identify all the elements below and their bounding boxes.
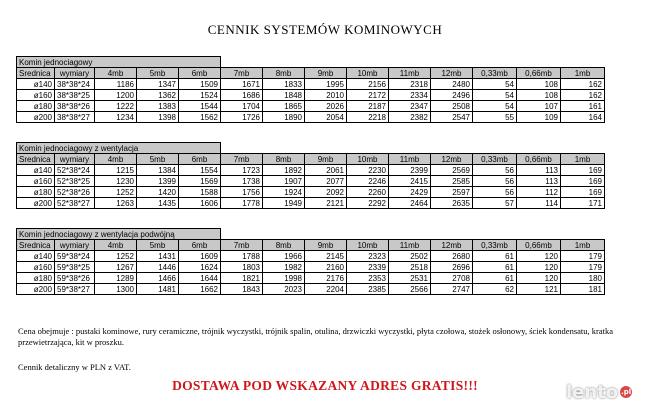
price-cell: 1215: [95, 165, 137, 176]
price-cell: 54: [473, 79, 517, 90]
price-cell: 108: [517, 90, 561, 101]
price-cell: 2176: [305, 273, 347, 284]
price-cell: 1609: [179, 251, 221, 262]
diameter-cell: ø180: [17, 187, 55, 198]
price-cell: 120: [517, 251, 561, 262]
column-header: 9mb: [305, 240, 347, 251]
price-cell: 56: [473, 176, 517, 187]
price-cell: 169: [561, 165, 605, 176]
diameter-cell: ø160: [17, 262, 55, 273]
price-cell: 2508: [431, 101, 473, 112]
price-cell: 1431: [137, 251, 179, 262]
price-cell: 2585: [431, 176, 473, 187]
price-cell: 171: [561, 198, 605, 209]
dimensions-cell: 52*38*27: [55, 198, 95, 209]
price-cell: 61: [473, 251, 517, 262]
price-cell: 1949: [263, 198, 305, 209]
price-cell: 1803: [221, 262, 263, 273]
price-cell: 1907: [263, 176, 305, 187]
price-cell: 2382: [389, 112, 431, 123]
column-header: 12mb: [431, 154, 473, 165]
price-cell: 1420: [137, 187, 179, 198]
price-cell: 2218: [347, 112, 389, 123]
price-cell: 2399: [389, 165, 431, 176]
table-row: [17, 187, 605, 198]
column-header: 8mb: [263, 68, 305, 79]
price-cell: 2569: [431, 165, 473, 176]
price-cell: 56: [473, 165, 517, 176]
price-cell: 2597: [431, 187, 473, 198]
column-header: 6mb: [179, 68, 221, 79]
column-header: 8mb: [263, 154, 305, 165]
table-row: [17, 251, 605, 262]
price-cell: 1544: [179, 101, 221, 112]
price-cell: 2246: [347, 176, 389, 187]
price-cell: 1778: [221, 198, 263, 209]
column-header: 9mb: [305, 154, 347, 165]
column-header: 12mb: [431, 68, 473, 79]
price-cell: 1662: [179, 284, 221, 295]
price-cell: 2323: [347, 251, 389, 262]
price-cell: 61: [473, 262, 517, 273]
price-cell: 1446: [137, 262, 179, 273]
price-cell: 2061: [305, 165, 347, 176]
price-cell: 164: [561, 112, 605, 123]
table-row: [17, 112, 605, 123]
column-header: 10mb: [347, 154, 389, 165]
price-cell: 61: [473, 273, 517, 284]
price-cell: 55: [473, 112, 517, 123]
column-header: 0,66mb: [517, 68, 561, 79]
price-cell: 2547: [431, 112, 473, 123]
price-cell: 1644: [179, 273, 221, 284]
diameter-cell: ø200: [17, 198, 55, 209]
column-header: wymiary: [55, 240, 95, 251]
column-header: 6mb: [179, 154, 221, 165]
price-cell: 161: [561, 101, 605, 112]
price-cell: 1726: [221, 112, 263, 123]
diameter-cell: ø200: [17, 112, 55, 123]
diameter-cell: ø140: [17, 251, 55, 262]
table-row: [17, 273, 605, 284]
price-cell: 1230: [95, 176, 137, 187]
price-cell: 1347: [137, 79, 179, 90]
column-header: 10mb: [347, 68, 389, 79]
price-cell: 1481: [137, 284, 179, 295]
price-cell: 2680: [431, 251, 473, 262]
dimensions-cell: 59*38*25: [55, 262, 95, 273]
price-cell: 1398: [137, 112, 179, 123]
price-cell: 1892: [263, 165, 305, 176]
price-cell: 2496: [431, 90, 473, 101]
price-cell: 1624: [179, 262, 221, 273]
price-cell: 181: [561, 284, 605, 295]
column-header: 10mb: [347, 240, 389, 251]
table-row: [17, 284, 605, 295]
price-cell: 56: [473, 187, 517, 198]
price-cell: 1671: [221, 79, 263, 90]
price-cell: 54: [473, 101, 517, 112]
price-cell: 2121: [305, 198, 347, 209]
price-cell: 1569: [179, 176, 221, 187]
price-cell: 1606: [179, 198, 221, 209]
price-cell: 2566: [389, 284, 431, 295]
column-header: 0,66mb: [517, 240, 561, 251]
price-cell: 114: [517, 198, 561, 209]
price-cell: 2292: [347, 198, 389, 209]
price-cell: 2172: [347, 90, 389, 101]
table-row: [17, 165, 605, 176]
price-cell: 1399: [137, 176, 179, 187]
page-title: CENNIK SYSTEMÓW KOMINOWYCH: [207, 22, 443, 37]
price-table: [16, 228, 605, 295]
price-cell: 2156: [347, 79, 389, 90]
column-header: 1mb: [561, 68, 605, 79]
diameter-cell: ø200: [17, 284, 55, 295]
price-cell: 1686: [221, 90, 263, 101]
retail-note: Cennik detaliczny w PLN z VAT.: [18, 362, 131, 372]
price-cell: 1865: [263, 101, 305, 112]
price-cell: 169: [561, 176, 605, 187]
price-cell: 2385: [347, 284, 389, 295]
price-cell: 113: [517, 176, 561, 187]
price-cell: 2339: [347, 262, 389, 273]
column-header: 12mb: [431, 240, 473, 251]
price-cell: 1222: [95, 101, 137, 112]
dimensions-cell: 38*38*24: [55, 79, 95, 90]
price-cell: 1738: [221, 176, 263, 187]
price-cell: 2260: [347, 187, 389, 198]
diameter-cell: ø160: [17, 176, 55, 187]
price-cell: 2747: [431, 284, 473, 295]
price-cell: 109: [517, 112, 561, 123]
price-cell: 1756: [221, 187, 263, 198]
column-header: 5mb: [137, 240, 179, 251]
column-header: 1mb: [561, 240, 605, 251]
price-cell: 2518: [389, 262, 431, 273]
price-cell: 57: [473, 198, 517, 209]
column-header: 8mb: [263, 240, 305, 251]
diameter-cell: ø180: [17, 101, 55, 112]
column-header: 7mb: [221, 240, 263, 251]
price-cell: 1562: [179, 112, 221, 123]
price-table: [16, 56, 605, 123]
price-cell: 2415: [389, 176, 431, 187]
price-cell: 2334: [389, 90, 431, 101]
price-cell: 2429: [389, 187, 431, 198]
price-cell: 1704: [221, 101, 263, 112]
price-cell: 1383: [137, 101, 179, 112]
price-cell: 162: [561, 79, 605, 90]
table-header-row: [17, 68, 605, 79]
price-cell: 54: [473, 90, 517, 101]
column-header: 0,33mb: [473, 68, 517, 79]
price-cell: 1723: [221, 165, 263, 176]
price-cell: 1200: [95, 90, 137, 101]
table-caption: Komin jednociagowy z wentylacja podwójną: [17, 229, 221, 240]
price-cell: 169: [561, 187, 605, 198]
price-cell: 1267: [95, 262, 137, 273]
table-caption: Komin jednociagowy z wentylacja: [17, 143, 221, 154]
price-cell: 1186: [95, 79, 137, 90]
dimensions-cell: 38*38*26: [55, 101, 95, 112]
includes-note: Cena obejmuje : pustaki kominowe, rury ceramiczne, trójnik wyczystki, trójnik spalin, otulina, drzwiczki wyczystki, płyta czołowa, stożek osłonowy, ściek kondensatu, kratka przewietrzająca, kit w proszku.: [18, 326, 614, 347]
price-cell: 1833: [263, 79, 305, 90]
price-cell: 2023: [263, 284, 305, 295]
column-header: wymiary: [55, 68, 95, 79]
price-cell: 1300: [95, 284, 137, 295]
price-cell: 2230: [347, 165, 389, 176]
dimensions-cell: 38*38*27: [55, 112, 95, 123]
price-cell: 108: [517, 79, 561, 90]
dimensions-cell: 59*38*26: [55, 273, 95, 284]
table-header-row: [17, 154, 605, 165]
table-row: [17, 262, 605, 273]
price-cell: 162: [561, 90, 605, 101]
diameter-cell: ø160: [17, 90, 55, 101]
price-cell: 2531: [389, 273, 431, 284]
price-cell: 1890: [263, 112, 305, 123]
price-cell: 180: [561, 273, 605, 284]
price-cell: 1848: [263, 90, 305, 101]
price-cell: 1998: [263, 273, 305, 284]
price-cell: 113: [517, 165, 561, 176]
dimensions-cell: 52*38*24: [55, 165, 95, 176]
price-cell: 1554: [179, 165, 221, 176]
column-header: 0,66mb: [517, 154, 561, 165]
price-cell: 2187: [347, 101, 389, 112]
price-cell: 1995: [305, 79, 347, 90]
column-header: 9mb: [305, 68, 347, 79]
watermark-brand: lento: [566, 381, 619, 403]
price-cell: 179: [561, 251, 605, 262]
price-cell: 2054: [305, 112, 347, 123]
price-table: [16, 142, 605, 209]
price-cell: 120: [517, 262, 561, 273]
diameter-cell: ø180: [17, 273, 55, 284]
price-cell: 121: [517, 284, 561, 295]
table-header-row: [17, 240, 605, 251]
column-header: 0,33mb: [473, 240, 517, 251]
dimensions-cell: 52*38*25: [55, 176, 95, 187]
column-header: Srednica: [17, 68, 55, 79]
price-cell: 1524: [179, 90, 221, 101]
price-cell: 62: [473, 284, 517, 295]
price-cell: 2502: [389, 251, 431, 262]
price-cell: 2347: [389, 101, 431, 112]
price-cell: 2077: [305, 176, 347, 187]
price-cell: 2160: [305, 262, 347, 273]
column-header: wymiary: [55, 154, 95, 165]
price-cell: 1466: [137, 273, 179, 284]
price-cell: 2204: [305, 284, 347, 295]
price-cell: 1263: [95, 198, 137, 209]
price-cell: 1924: [263, 187, 305, 198]
column-header: 11mb: [389, 240, 431, 251]
column-header: 4mb: [95, 154, 137, 165]
price-cell: 1252: [95, 187, 137, 198]
price-cell: 2353: [347, 273, 389, 284]
dimensions-cell: 59*38*24: [55, 251, 95, 262]
table-caption: Komin jednociagowy: [17, 57, 221, 68]
price-cell: 1252: [95, 251, 137, 262]
price-cell: 112: [517, 187, 561, 198]
price-cell: 2696: [431, 262, 473, 273]
delivery-banner: DOSTAWA POD WSKAZANY ADRES GRATIS!!!: [172, 378, 478, 393]
column-header: 5mb: [137, 154, 179, 165]
table-row: [17, 90, 605, 101]
price-cell: 1788: [221, 251, 263, 262]
price-cell: 2092: [305, 187, 347, 198]
price-cell: 1234: [95, 112, 137, 123]
column-header: 0,33mb: [473, 154, 517, 165]
price-cell: 1362: [137, 90, 179, 101]
column-header: 6mb: [179, 240, 221, 251]
table-row: [17, 101, 605, 112]
column-header: 7mb: [221, 68, 263, 79]
price-cell: 2635: [431, 198, 473, 209]
price-cell: 2145: [305, 251, 347, 262]
dimensions-cell: 59*38*27: [55, 284, 95, 295]
price-cell: 2708: [431, 273, 473, 284]
price-cell: 107: [517, 101, 561, 112]
price-cell: 2464: [389, 198, 431, 209]
price-cell: 1384: [137, 165, 179, 176]
column-header: 4mb: [95, 240, 137, 251]
dimensions-cell: 52*38*26: [55, 187, 95, 198]
price-cell: 1509: [179, 79, 221, 90]
column-header: Srednica: [17, 240, 55, 251]
price-cell: 2026: [305, 101, 347, 112]
price-cell: 1966: [263, 251, 305, 262]
table-row: [17, 198, 605, 209]
table-row: [17, 176, 605, 187]
column-header: 5mb: [137, 68, 179, 79]
price-cell: 179: [561, 262, 605, 273]
column-header: 4mb: [95, 68, 137, 79]
price-cell: 1821: [221, 273, 263, 284]
price-cell: 1982: [263, 262, 305, 273]
table-row: [17, 79, 605, 90]
column-header: 1mb: [561, 154, 605, 165]
price-cell: 1588: [179, 187, 221, 198]
column-header: Srednica: [17, 154, 55, 165]
price-cell: 2010: [305, 90, 347, 101]
price-cell: 1289: [95, 273, 137, 284]
column-header: 7mb: [221, 154, 263, 165]
price-cell: 1435: [137, 198, 179, 209]
price-cell: 1843: [221, 284, 263, 295]
column-header: 11mb: [389, 154, 431, 165]
dimensions-cell: 38*38*25: [55, 90, 95, 101]
lento-watermark: [566, 380, 632, 404]
diameter-cell: ø140: [17, 79, 55, 90]
price-cell: 120: [517, 273, 561, 284]
price-cell: 2318: [389, 79, 431, 90]
price-cell: 2480: [431, 79, 473, 90]
watermark-suffix: .pl: [621, 388, 632, 396]
column-header: 11mb: [389, 68, 431, 79]
diameter-cell: ø140: [17, 165, 55, 176]
